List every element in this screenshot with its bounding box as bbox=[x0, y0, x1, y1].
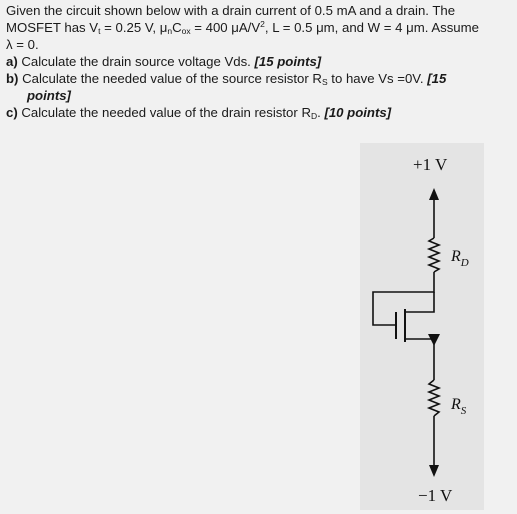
question-b-points: [15 bbox=[427, 71, 447, 86]
intro-line-1: Given the circuit shown below with a drain current of 0.5 mA and a drain. The bbox=[6, 3, 456, 18]
intro-text: = 0.25 V, μ bbox=[100, 20, 168, 35]
question-c-points: [10 points] bbox=[324, 105, 392, 120]
vt-subscript: t bbox=[98, 26, 101, 36]
intro-text: MOSFET has V bbox=[6, 20, 99, 35]
circuit-panel bbox=[360, 143, 484, 510]
question-a-points: [15 points] bbox=[254, 54, 322, 69]
intro-text: C bbox=[172, 20, 182, 35]
question-b-points-cont: points] bbox=[27, 88, 71, 103]
question-a-label: a) bbox=[6, 54, 18, 69]
intro-text: , L = 0.5 μm, and W = 4 μm. Assume bbox=[264, 20, 479, 35]
intro-line-3: λ = 0. bbox=[6, 37, 39, 52]
rs-subscript: S bbox=[321, 77, 328, 87]
intro-text: = 400 μA/V bbox=[190, 20, 261, 35]
supply-top-label: +1 V bbox=[413, 155, 448, 174]
question-c-label: c) bbox=[6, 105, 18, 120]
question-c-text: . bbox=[317, 105, 325, 120]
question-b-text: to have Vs =0V. bbox=[327, 71, 428, 86]
rd-subscript: D bbox=[310, 111, 318, 121]
squared-superscript: 2 bbox=[260, 19, 265, 29]
question-b-label: b) bbox=[6, 71, 19, 86]
question-a-text: Calculate the drain source voltage Vds. bbox=[17, 54, 255, 69]
mu-subscript: n bbox=[167, 26, 173, 36]
cox-subscript: ox bbox=[181, 26, 191, 36]
rs-label: $R_S$ bbox=[451, 396, 467, 417]
question-c-text: Calculate the needed value of the drain resistor R bbox=[17, 105, 311, 120]
question-b-text: Calculate the needed value of the source resistor R bbox=[18, 71, 322, 86]
rd-label: $R_D$ bbox=[451, 248, 469, 269]
supply-bottom-label: −1 V bbox=[418, 486, 453, 505]
